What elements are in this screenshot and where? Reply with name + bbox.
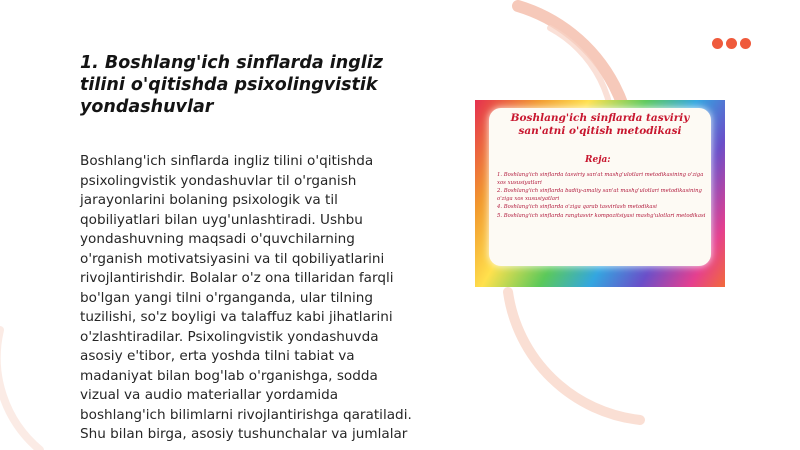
- list-item: 1. Boshlang'ich sinflarda tasviriy san'at mashg'ulotlari metodikasining o'ziga xos xususiyatlari: [497, 172, 704, 186]
- dot-icon: [726, 38, 737, 49]
- list-item: 5. Boshlang'ich sinflarda rangtasvir kompozitsiyasi mashg'ulotlari metodikasi: [497, 212, 706, 219]
- image-subtitle: Reja:: [585, 155, 611, 165]
- slide-image: [475, 100, 725, 287]
- three-dots-icon: [712, 38, 751, 49]
- ring-arc-bottom: [508, 292, 640, 420]
- slide-body-text: Boshlang'ich sinflarda ingliz tilini o'qitishda psixolingvistik yondashuvlar til o'rganish jarayonlarini bolaning psixologik va til qobiliyatlari bilan uyg'unlashtiradi. Ushbu yondashuvning maqsadi o'quvchilarning o'rganish motivatsiyasini va til qobiliyatlarini rivojlantirishdir. Bolalar o'z ona tillaridan farqli bo'lgan yangi tilni o'rganganda, ular tilning tuzilishi, so'z boyligi va talaffuz kabi jihatlarini o'zlashtiradilar. Psixolingvistik yondashuvda asosiy e'tibor, erta yoshda tilni tabiat va madaniyat bilan bog'lab o'rganishga, sodda vizual va audio materiallar yordamida boshlang'ich bilimlarni rivojlantirishga qaratiladi. Shu bilan birga, asosiy tushunchalar va jumlalar: [80, 153, 412, 442]
- image-title-line-2: san'atni o'qitish metodikasi: [518, 125, 682, 137]
- list-item: 2. Boshlang'ich sinflarda badiiy-amaliy san'at mashg'ulotlari metodikasining o'ziga xos xususiyatlari: [497, 188, 702, 202]
- slide-title: 1. Boshlang'ich sinflarda ingliz tilini o'qitishda psixolingvistik yondashuvlar: [80, 53, 383, 117]
- image-title-line-1: Boshlang'ich sinflarda tasviriy: [510, 112, 690, 124]
- list-item: 4. Boshlang'ich sinflarda o'ziga qarab tasvirlash metodikasi: [497, 204, 657, 211]
- ring-arc-left: [0, 330, 40, 450]
- dot-icon: [712, 38, 723, 49]
- image-plan-list: [497, 172, 709, 222]
- dot-icon: [740, 38, 751, 49]
- image-title: [475, 112, 725, 138]
